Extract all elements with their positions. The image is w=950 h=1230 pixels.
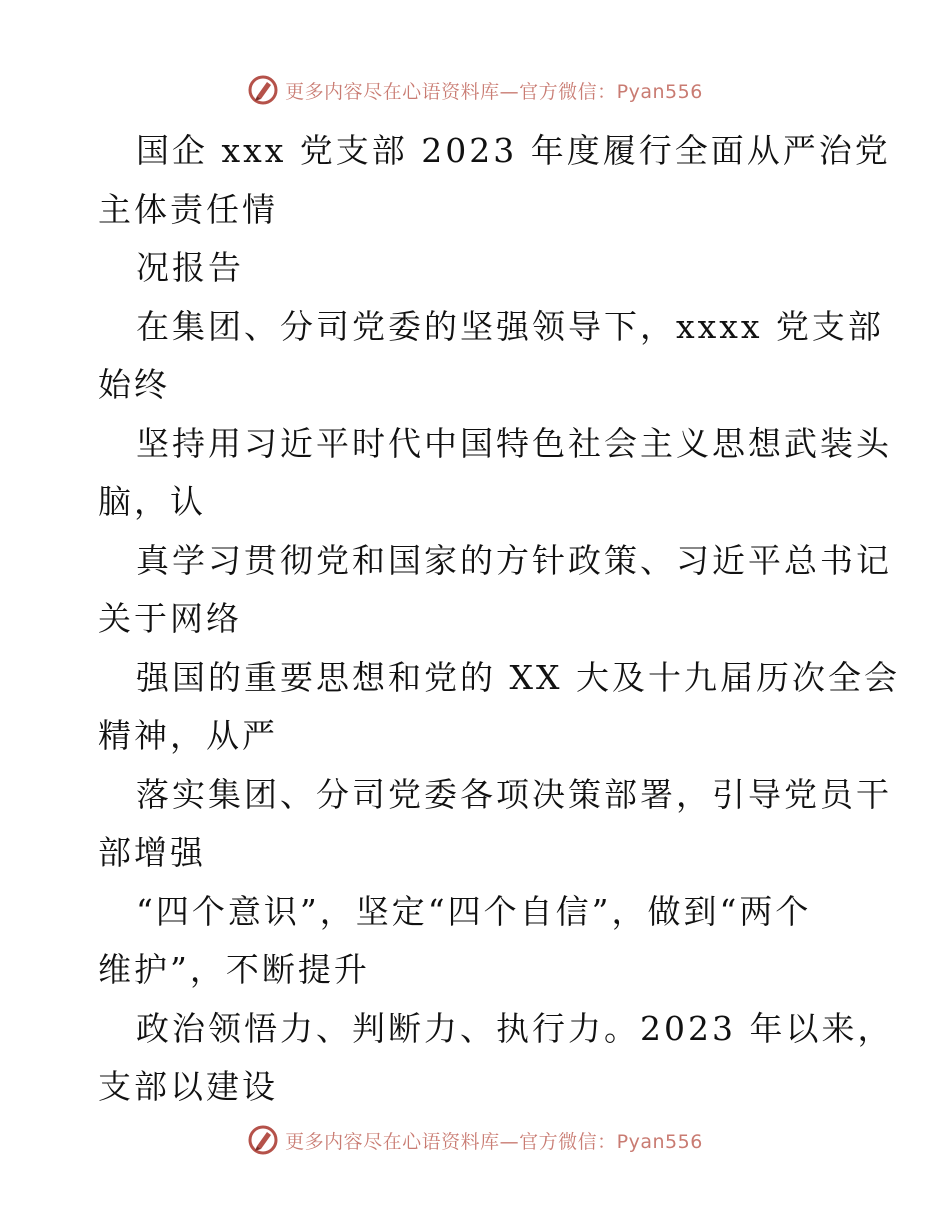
document-body <box>98 122 900 1117</box>
text-line: 支部以建设 <box>98 1067 278 1106</box>
text-line: 况报告 <box>136 248 244 287</box>
text-line: 落实集团、分司党委各项决策部署，引导党员干 <box>136 774 892 814</box>
text-line: 维护”，不断提升 <box>98 950 370 989</box>
watermark-banner-bottom <box>0 1120 950 1160</box>
text-line: 精神，从严 <box>98 716 278 755</box>
watermark-text: 更多内容尽在心语资料库—官方微信：Pyan556 <box>285 80 703 103</box>
text-line: “四个意识”，坚定“四个自信”，做到“两个 <box>136 891 812 931</box>
text-line: 脑，认 <box>98 482 206 521</box>
text-line: 政治领悟力、判断力、执行力。2023 年以来， <box>136 1008 894 1048</box>
text-line: 强国的重要思想和党的 XX 大及十九届历次全会 <box>136 657 900 697</box>
text-line: 关于网络 <box>98 599 242 638</box>
text-line: 始终 <box>98 365 170 404</box>
text-line: 在集团、分司党委的坚强领导下，xxxx 党支部 <box>136 306 884 346</box>
text-line: 真学习贯彻党和国家的方针政策、习近平总书记 <box>136 540 892 580</box>
text-line: 主体责任情 <box>98 189 278 229</box>
text-line: 部增强 <box>98 833 206 872</box>
pen-seal-icon <box>247 74 279 106</box>
pen-seal-icon <box>247 1124 279 1156</box>
watermark-banner-top <box>0 70 950 110</box>
watermark-text: 更多内容尽在心语资料库—官方微信：Pyan556 <box>285 1130 703 1153</box>
text-line: 坚持用习近平时代中国特色社会主义思想武装头 <box>136 423 892 463</box>
text-line: 国企 xxx 党支部 2023 年度履行全面从严治党 <box>136 131 891 170</box>
